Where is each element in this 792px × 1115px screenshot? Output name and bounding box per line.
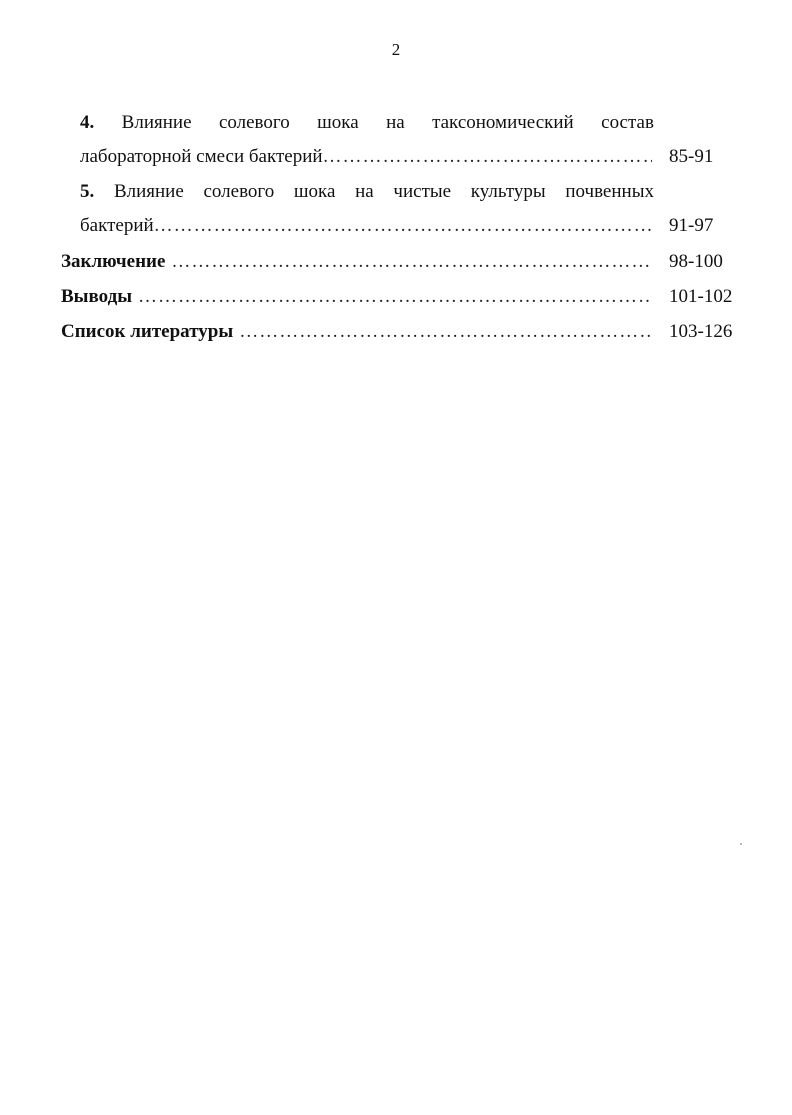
toc-word: на	[386, 112, 405, 133]
toc-entry-title: Заключение	[61, 251, 166, 272]
toc-entry-4-line-1	[80, 111, 654, 135]
toc-word: на	[355, 181, 374, 202]
toc-word: солевого	[218, 112, 290, 133]
toc-entry-references	[61, 320, 652, 344]
toc-word: почвенных	[565, 181, 654, 202]
toc-word: шока	[317, 112, 359, 133]
toc-word: таксономический	[432, 112, 574, 133]
leader-dots	[165, 250, 652, 274]
toc-entry-text: бактерий	[80, 215, 154, 236]
toc-page-range: 98-100	[669, 251, 723, 272]
toc-entry-5-line-2	[80, 214, 652, 238]
toc-entry-4-line-2	[80, 145, 652, 169]
toc-entry-text: лабораторной смеси бактерий	[80, 146, 323, 167]
leader-dots	[132, 285, 652, 309]
leader-dots	[154, 214, 652, 238]
toc-page-range: 85-91	[669, 146, 714, 167]
toc-word: чистые	[393, 181, 452, 202]
toc-entry-title: Выводы	[61, 286, 133, 307]
toc-word: состав	[601, 112, 654, 133]
toc-word: солевого	[203, 181, 275, 202]
toc-entry-findings	[61, 285, 652, 309]
leader-dots	[323, 145, 652, 169]
toc-entry-title: Список литературы	[61, 321, 234, 342]
toc-page-range: 103-126	[669, 321, 733, 342]
toc-word: культуры	[470, 181, 546, 202]
toc-word: Влияние	[121, 112, 192, 133]
toc-entry-number: 5.	[80, 181, 95, 202]
toc-page-range: 101-102	[669, 286, 733, 307]
toc-word: Влияние	[113, 181, 184, 202]
toc-word: шока	[293, 181, 336, 202]
page-number: 2	[391, 40, 401, 59]
toc-entry-number: 4.	[80, 112, 95, 133]
scan-speck	[740, 843, 742, 845]
toc-page-range: 91-97	[669, 215, 714, 236]
toc-entry-conclusion	[61, 250, 652, 274]
toc-entry-5-line-1	[80, 180, 654, 204]
leader-dots	[233, 320, 652, 344]
